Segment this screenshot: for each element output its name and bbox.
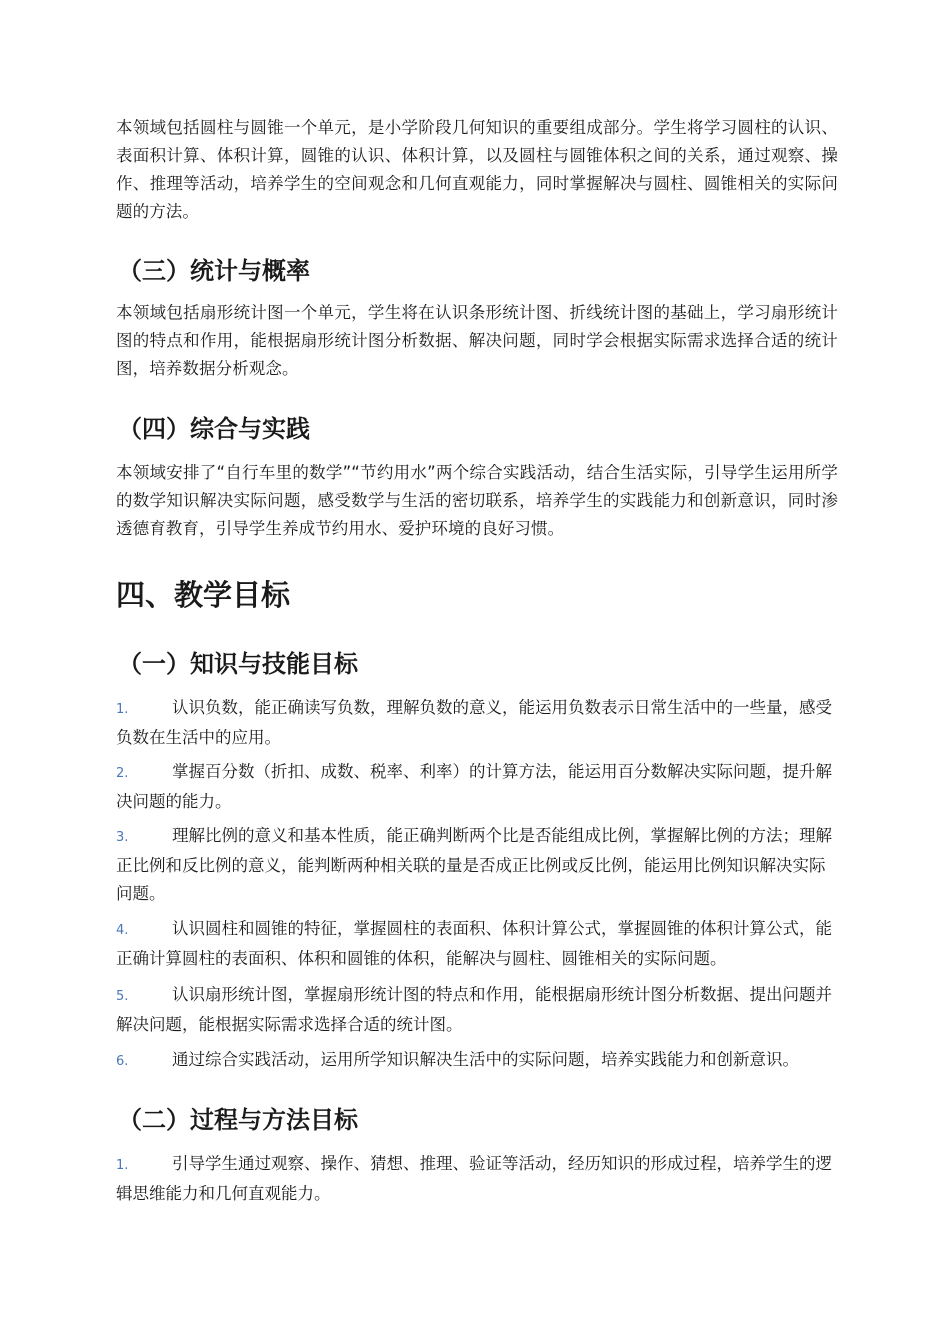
list-text: 通过综合实践活动，运用所学知识解决生活中的实际问题，培养实践能力和创新意识。 — [172, 1050, 799, 1069]
list-text: 引导学生通过观察、操作、猜想、推理、验证等活动，经历知识的形成过程，培养学生的逻辑思维能力和几何直观能力。 — [116, 1154, 832, 1203]
section-heading-knowledge-goals: （一）知识与技能目标 — [118, 650, 358, 678]
list-item — [116, 694, 838, 752]
list-item — [116, 822, 838, 908]
list-text: 掌握百分数（折扣、成数、税率、利率）的计算方法，能运用百分数解决实际问题，提升解决问题的能力。 — [116, 762, 832, 811]
section-heading-practice: （四）综合与实践 — [118, 415, 310, 443]
chapter-heading-teaching-goals: 四、教学目标 — [116, 578, 291, 612]
section-heading-process-goals: （二）过程与方法目标 — [118, 1106, 358, 1134]
intro-paragraph: 本领域包括圆柱与圆锥一个单元，是小学阶段几何知识的重要组成部分。学生将学习圆柱的认识、表面积计算、体积计算，圆锥的认识、体积计算，以及圆柱与圆锥体积之间的关系，通过观察、操作、推理等活动，培养学生的空间观念和几何直观能力，同时掌握解决与圆柱、圆锥相关的实际问题的方法。 — [116, 118, 838, 221]
list-item — [116, 981, 838, 1039]
list-text: 理解比例的意义和基本性质，能正确判断两个比是否能组成比例，掌握解比例的方法；理解正比例和反比例的意义，能判断两种相关联的量是否成正比例或反比例，能运用比例知识解决实际问题。 — [116, 826, 832, 903]
list-item — [116, 1046, 838, 1076]
list-number: 2. — [116, 766, 129, 781]
list-number: 3. — [116, 830, 129, 845]
list-text: 认识圆柱和圆锥的特征，掌握圆柱的表面积、体积计算公式，掌握圆锥的体积计算公式，能正确计算圆柱的表面积、体积和圆锥的体积，能解决与圆柱、圆锥相关的实际问题。 — [116, 919, 832, 968]
list-number: 1. — [116, 702, 129, 717]
list-item — [116, 1150, 838, 1208]
section-body-practice: 本领域安排了“自行车里的数学”“节约用水”两个综合实践活动，结合生活实际，引导学生运用所学的数学知识解决实际问题，感受数学与生活的密切联系，培养学生的实践能力和创新意识，同时渗透德育教育，引导学生养成节约用水、爱护环境的良好习惯。 — [116, 463, 838, 538]
list-number: 4. — [116, 923, 129, 938]
list-item — [116, 758, 838, 816]
section-body-statistics: 本领域包括扇形统计图一个单元，学生将在认识条形统计图、折线统计图的基础上，学习扇形统计图的特点和作用，能根据扇形统计图分析数据、解决问题，同时学会根据实际需求选择合适的统计图，培养数据分析观念。 — [116, 303, 838, 378]
list-text: 认识负数，能正确读写负数，理解负数的意义，能运用负数表示日常生活中的一些量，感受负数在生活中的应用。 — [116, 698, 832, 747]
section-heading-statistics: （三）统计与概率 — [118, 257, 310, 285]
list-number: 6. — [116, 1054, 129, 1069]
list-item — [116, 915, 838, 973]
list-number: 5. — [116, 989, 129, 1004]
list-number: 1. — [116, 1158, 129, 1173]
list-text: 认识扇形统计图，掌握扇形统计图的特点和作用，能根据扇形统计图分析数据、提出问题并解决问题，能根据实际需求选择合适的统计图。 — [116, 985, 832, 1034]
